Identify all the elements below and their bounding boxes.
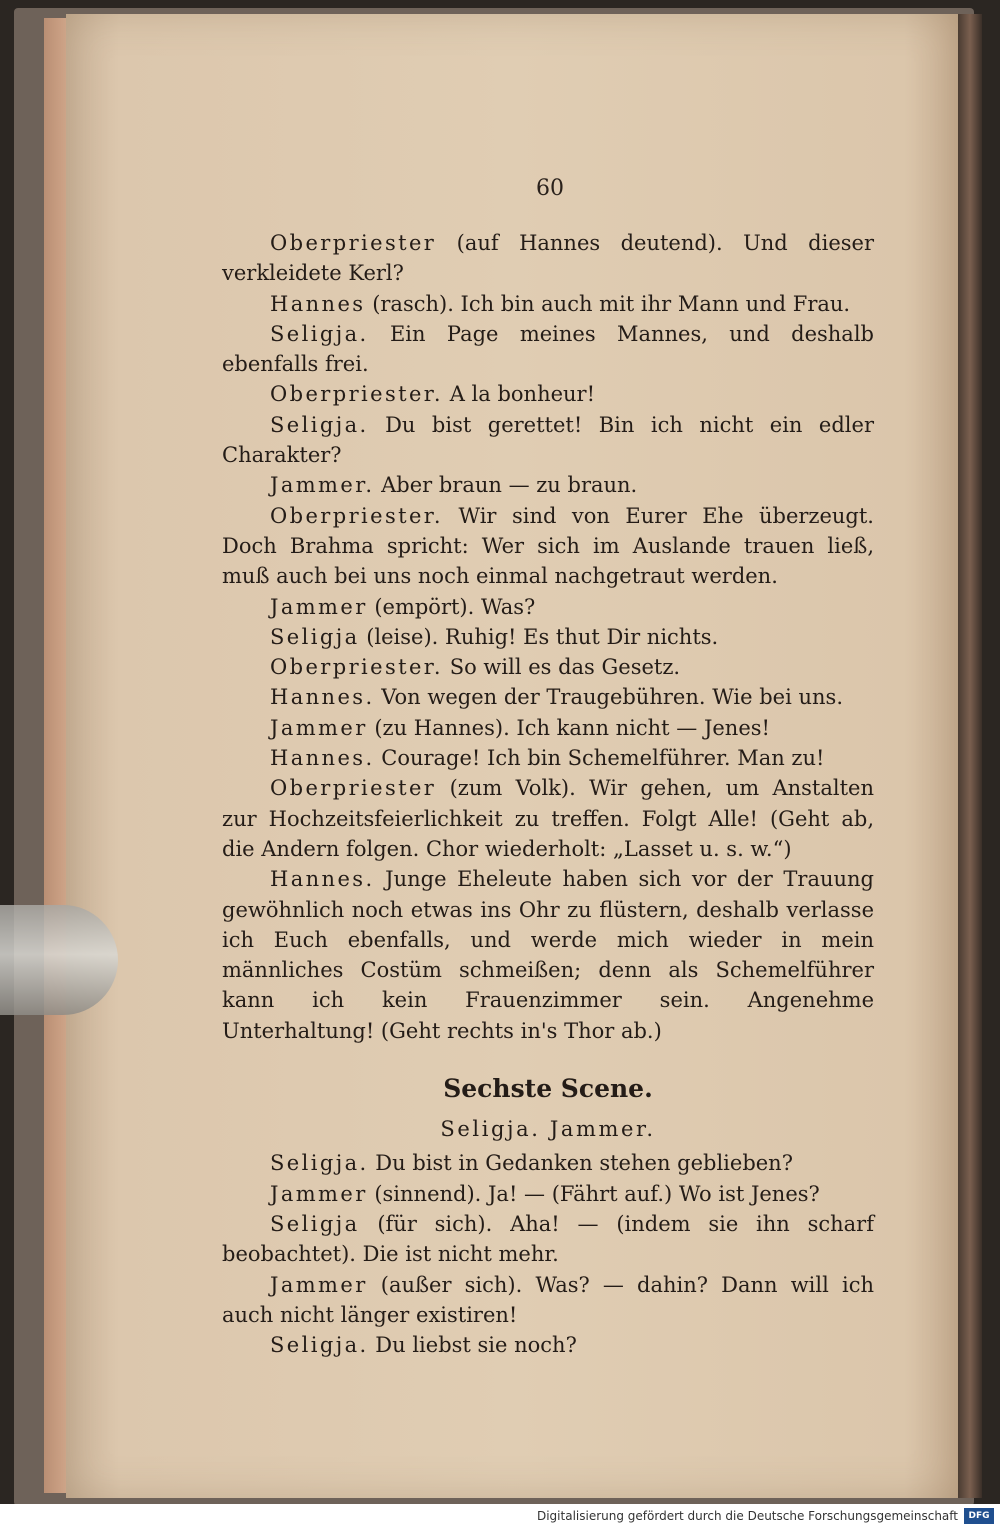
dialogue-paragraph [222,410,874,471]
footer-bar [0,1504,1000,1529]
speech-text: (außer sich). Was? — dahin? Dann will ich auch nicht länger existiren! [222,1272,874,1327]
speaker-name: Oberpriester. [270,382,444,407]
dialogue-paragraph [222,652,874,682]
speech-text: Junge Eheleute haben sich vor der Trauung gewöhnlich noch etwas ins Ohr zu flüstern, deshalb verlasse ich Euch ebenfalls, und werde mich wieder in mein männliches Costüm schmeißen; denn als Schemelführer kann ich kein Frauenzimmer sein. Angenehme Unterhaltung! (Geht rechts in's Thor ab.) [222,867,874,1043]
speech-text: (empört). Was? [374,594,536,619]
dialogue-paragraph [222,1330,874,1360]
dialogue-paragraph [222,864,874,1046]
book-spine [958,14,982,1498]
speaker-name: Seligja [270,624,360,649]
speaker-name: Oberpriester. [270,655,444,680]
page-number: 60 [536,176,564,201]
dfg-logo: DFG [964,1508,994,1524]
page-text [222,228,874,1360]
speaker-name: Hannes. [270,867,375,892]
speaker-name: Hannes. [270,685,375,710]
speech-text: So will es das Gesetz. [449,655,681,680]
speech-text: (zu Hannes). Ich kann nicht — Jenes! [374,715,770,740]
speech-text: Du bist gerettet! Bin ich nicht ein edler Charakter? [222,412,874,468]
dialogue-paragraph [222,289,874,319]
speaker-name: Seligja. [270,1151,369,1176]
dialogue-paragraph [222,379,874,409]
dialogue-paragraph [222,592,874,622]
dialogue-paragraph [222,1148,874,1178]
speaker-name: Jammer [270,1272,368,1297]
dialogue-paragraph [222,682,874,712]
dialogue-paragraph [222,228,874,289]
dialogue-paragraph [222,713,874,743]
dialogue-paragraph [222,743,874,773]
scene-dialogue-block [222,1148,874,1360]
scene-heading: Sechste Scene. [443,1074,653,1104]
dialogue-paragraph [222,470,874,500]
speech-text: (sinnend). Ja! — (Fährt auf.) Wo ist Jenes? [374,1181,820,1206]
dialogue-paragraph [222,773,874,864]
dialogue-paragraph [222,501,874,592]
speech-text: Courage! Ich bin Schemelführer. Man zu! [381,746,825,771]
speech-text: (rasch). Ich bin auch mit ihr Mann und Frau. [372,291,851,316]
speaker-name: Oberpriester [270,776,437,801]
dialogue-paragraph [222,319,874,380]
speech-text: (leise). Ruhig! Es thut Dir nichts. [366,624,719,649]
speech-text: (zum Volk). Wir gehen, um Anstalten zur Hochzeitsfeierlichkeit zu treffen. Folgt Alle! (Geht ab, die Andern folgen. Chor wiederholt: „Lasset u. s. w.“) [222,776,874,861]
dialogue-paragraph [222,1179,874,1209]
speaker-name: Jammer [270,594,368,619]
speaker-name: Hannes. [270,746,375,771]
speech-text: Du liebst sie noch? [375,1333,577,1358]
speaker-name: Seligja [270,1211,360,1236]
speech-text: (auf Hannes deutend). Und dieser verkleidete Kerl? [222,231,874,286]
speech-text: Du bist in Gedanken stehen geblieben? [375,1151,793,1176]
scene-characters: Seligja. Jammer. [440,1117,656,1142]
speech-text: Ein Page meines Mannes, und deshalb ebenfalls frei. [222,321,874,377]
speaker-name: Oberpriester [270,231,437,255]
speaker-name: Seligja. [270,321,369,346]
speech-text: A la bonheur! [449,382,596,407]
dialogue-paragraph [222,1270,874,1331]
dialogue-paragraph [222,622,874,652]
speaker-name: Jammer [270,1181,368,1206]
speech-text: Von wegen der Traugebühren. Wie bei uns. [381,685,843,710]
dialogue-paragraph [222,1209,874,1270]
speaker-name: Jammer. [270,473,375,498]
page-clip [0,905,118,1015]
speech-text: Aber braun — zu braun. [381,473,638,498]
speech-text: Wir sind von Eurer Ehe überzeugt. Doch Brahma spricht: Wer sich im Auslande trauen ließ, muß auch bei uns noch einmal nachgetraut werden. [222,503,874,589]
dialogue-block [222,228,874,1046]
speaker-name: Oberpriester. [270,503,444,528]
funding-notice: Digitalisierung gefördert durch die Deutsche Forschungsgemeinschaft [536,1509,958,1523]
speaker-name: Jammer [270,715,368,740]
speaker-name: Hannes [270,291,366,316]
speaker-name: Seligja. [270,1333,369,1358]
speech-text: (für sich). Aha! — (indem sie ihn scharf beobachtet). Die ist nicht mehr. [222,1211,874,1267]
speaker-name: Seligja. [270,412,369,437]
